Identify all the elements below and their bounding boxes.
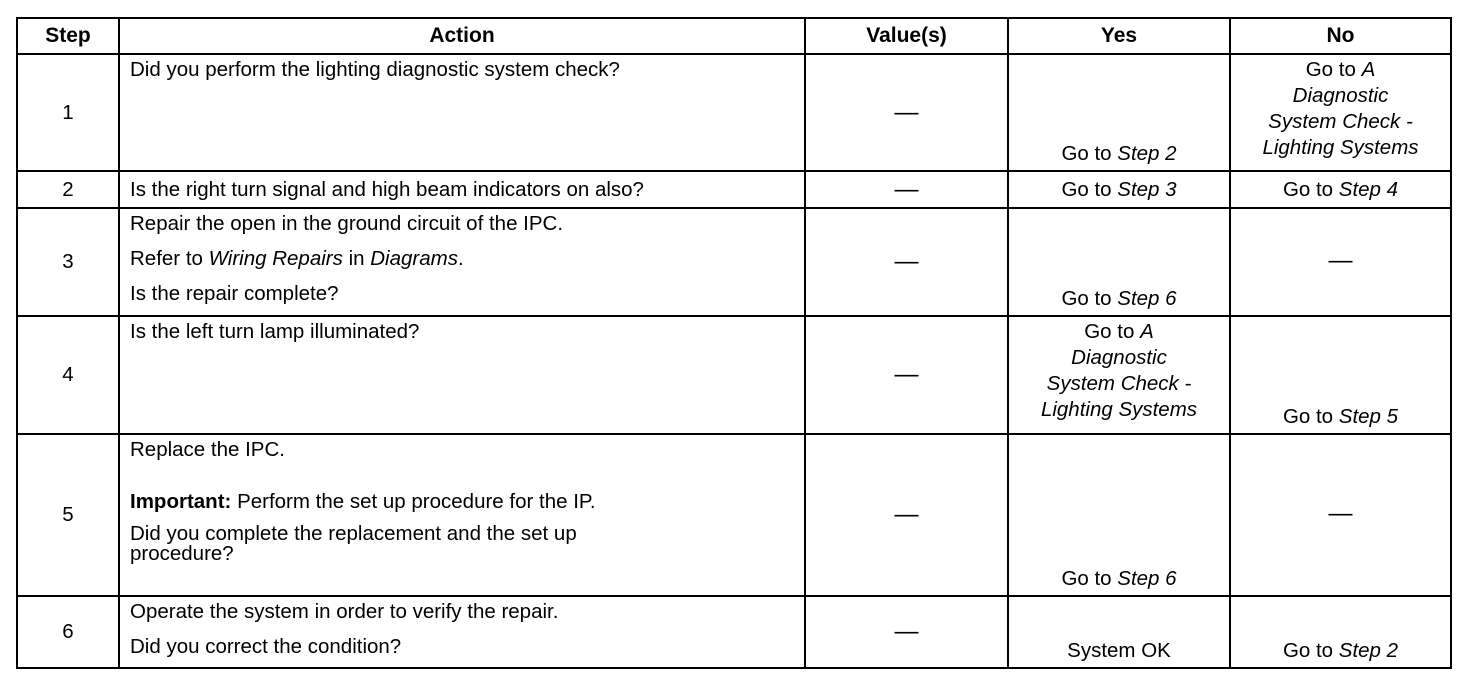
no-cell: Go to A Diagnostic System Check - Lighting Systems (1230, 54, 1451, 171)
diagnostic-link[interactable]: A (1361, 58, 1376, 81)
step-link[interactable]: Step 2 (1117, 142, 1177, 165)
action-text: Operate the system in order to verify the repair. (130, 600, 559, 623)
step-number: 4 (17, 316, 119, 434)
table-row (17, 54, 1451, 171)
diagnostic-link[interactable]: A (1140, 320, 1154, 343)
table-row (17, 596, 1451, 668)
value-cell: — (805, 54, 1008, 171)
no-cell: Go to Step 5 (1230, 316, 1451, 434)
step-link[interactable]: Step 6 (1117, 567, 1177, 590)
diagnostic-table (16, 17, 1452, 669)
no-cell: Go to Step 4 (1230, 171, 1451, 208)
header-values: Value(s) (805, 18, 1008, 54)
yes-cell: Go to Step 6 (1008, 208, 1230, 316)
action-cell (119, 596, 805, 668)
action-cell (119, 316, 805, 434)
step-number: 1 (17, 54, 119, 171)
step-number: 5 (17, 434, 119, 596)
action-cell (119, 171, 805, 208)
value-cell: — (805, 434, 1008, 596)
step-link[interactable]: Step 5 (1338, 405, 1399, 428)
value-cell: — (805, 316, 1008, 434)
step-number: 3 (17, 208, 119, 316)
action-text: Did you perform the lighting diagnostic system check? (130, 58, 620, 81)
header-action: Action (119, 18, 805, 54)
action-cell (119, 434, 805, 596)
header-row (17, 18, 1451, 54)
table-row (17, 316, 1451, 434)
action-cell (119, 54, 805, 171)
action-text: Is the right turn signal and high beam indicators on also? (130, 177, 644, 201)
action-text: Did you complete the replacement and the set up (130, 522, 577, 545)
no-cell: — (1230, 434, 1451, 596)
value-cell: — (805, 171, 1008, 208)
header-no: No (1230, 18, 1451, 54)
action-text: procedure? (130, 542, 234, 565)
value-cell: — (805, 596, 1008, 668)
diagrams-link[interactable]: Diagrams (370, 247, 458, 270)
yes-cell: Go to Step 6 (1008, 434, 1230, 596)
important-label: Important: (130, 490, 232, 513)
important-note: Important: Perform the set up procedure for the IP. (130, 490, 596, 513)
step-link[interactable]: Step 3 (1117, 177, 1177, 201)
value-cell: — (805, 208, 1008, 316)
action-text: Is the repair complete? (130, 282, 339, 305)
step-number: 6 (17, 596, 119, 668)
yes-cell: Go to Step 2 (1008, 54, 1230, 171)
yes-cell: System OK (1008, 596, 1230, 668)
wiring-repairs-link[interactable]: Wiring Repairs (208, 247, 343, 270)
yes-cell: Go to Step 3 (1008, 171, 1230, 208)
table-row (17, 171, 1451, 208)
no-cell: — (1230, 208, 1451, 316)
yes-cell: Go to A Diagnostic System Check - Lighting Systems (1008, 316, 1230, 434)
step-number: 2 (17, 171, 119, 208)
action-text: Replace the IPC. (130, 438, 285, 461)
no-cell: Go to Step 2 (1230, 596, 1451, 668)
action-reference: Refer to Wiring Repairs in Diagrams. (130, 247, 464, 270)
table-row (17, 208, 1451, 316)
action-text: Did you correct the condition? (130, 635, 402, 658)
action-text: Repair the open in the ground circuit of the IPC. (130, 212, 564, 235)
table-row (17, 434, 1451, 596)
action-cell (119, 208, 805, 316)
step-link[interactable]: Step 4 (1338, 177, 1399, 201)
header-step: Step (17, 18, 119, 54)
action-text: Is the left turn lamp illuminated? (130, 320, 420, 343)
step-link[interactable]: Step 2 (1338, 639, 1399, 662)
step-link[interactable]: Step 6 (1117, 287, 1177, 310)
header-yes: Yes (1008, 18, 1230, 54)
